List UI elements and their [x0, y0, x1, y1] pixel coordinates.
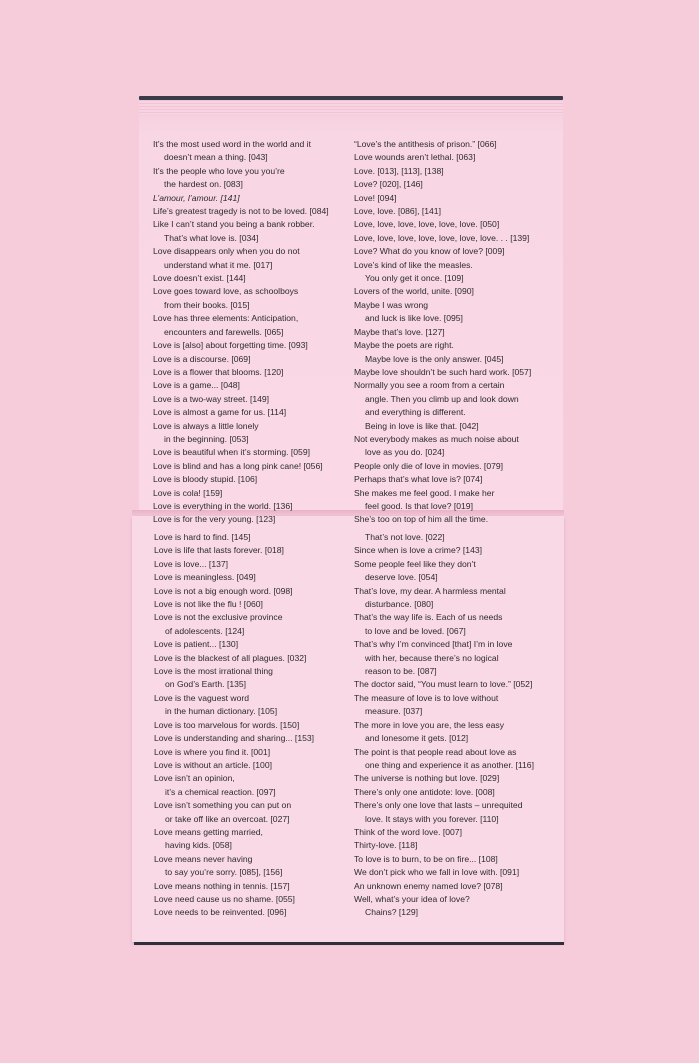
text-line: Love is not the exclusive province	[154, 612, 283, 623]
text-line: deserve love. [054]	[365, 572, 438, 583]
text-line: disturbance. [080]	[365, 599, 434, 610]
text-line: Love is not a big enough word. [098]	[154, 585, 293, 596]
text-line: Love is a game... [048]	[153, 380, 240, 391]
text-line: understand what it me. [017]	[164, 259, 273, 270]
text-line: Love’s kind of like the measles.	[354, 259, 473, 270]
text-line: doesn’t mean a thing. [043]	[164, 152, 268, 163]
text-line: Love needs to be reinvented. [096]	[154, 907, 287, 918]
text-line: Love is for the very young. [123]	[153, 514, 276, 525]
text-line: love as you do. [024]	[365, 447, 445, 458]
text-line: Like I can’t stand you being a bank robber.	[153, 219, 315, 230]
text-line: Love has three elements: Anticipation,	[153, 313, 299, 324]
text-line: Love is bloody stupid. [106]	[153, 474, 258, 485]
text-line: Love is without an article. [100]	[154, 759, 272, 770]
text-line: on God’s Earth. [135]	[165, 679, 247, 690]
text-line: Maybe love is the only answer. [045]	[365, 353, 504, 364]
text-line: Love is beautiful when it’s storming. [059]	[153, 447, 311, 458]
text-line: She’s too on top of him all the time.	[354, 514, 489, 525]
text-line: “Love’s the antithesis of prison.” [066]	[354, 139, 497, 149]
text-line: Love, love, love, love, love, love. [050]	[354, 219, 500, 230]
text-line: Chains? [129]	[365, 907, 419, 918]
text-line: Love wounds aren’t lethal. [063]	[354, 152, 476, 163]
text-line: Love is the vaguest word	[154, 692, 250, 703]
top-page-left-column	[153, 138, 329, 527]
text-line: Love disappears only when you do not	[153, 246, 300, 257]
text-line: Love is patient... [130]	[154, 639, 239, 650]
text-line: one thing and experience it as another. [116]	[365, 759, 534, 770]
text-line: That’s why I’m convinced [that] I’m in love	[354, 639, 513, 650]
text-line: feel good. Is that love? [019]	[365, 500, 473, 511]
text-line: Love is where you find it. [001]	[154, 746, 271, 757]
text-line: of adolescents. [124]	[165, 625, 245, 636]
text-line: angle. Then you climb up and look down	[365, 393, 519, 404]
text-line: Love isn’t something you can put on	[154, 800, 292, 811]
text-line: Life’s greatest tragedy is not to be loved. [084]	[153, 206, 329, 217]
text-line: love. It stays with you forever. [110]	[365, 813, 499, 824]
text-line: That’s not love. [022]	[365, 532, 445, 542]
text-line: Love is too marvelous for words. [150]	[154, 719, 300, 730]
text-line: Lovers of the world, unite. [090]	[354, 286, 474, 297]
text-line: An unknown enemy named love? [078]	[354, 880, 503, 891]
text-line: There’s only one love that lasts – unrequited	[354, 800, 523, 811]
text-line: There’s only one antidote: love. [008]	[354, 786, 495, 797]
text-line: Maybe that’s love. [127]	[354, 326, 445, 337]
text-line: Love is a two-way street. [149]	[153, 393, 270, 404]
text-line: in the human dictionary. [105]	[165, 706, 278, 717]
text-line: and luck is like love. [095]	[365, 313, 463, 324]
text-line: from their books. [015]	[164, 299, 250, 310]
text-line: Love is meaningless. [049]	[154, 572, 256, 583]
text-line: It’s the people who love you you’re	[153, 165, 285, 176]
text-line: the hardest on. [083]	[164, 179, 243, 190]
text-line: Being in love is like that. [042]	[365, 420, 479, 431]
text-line: You only get it once. [109]	[365, 273, 464, 284]
open-book	[132, 96, 564, 948]
text-line: Love is life that lasts forever. [018]	[154, 545, 284, 556]
text-line: reason to be. [087]	[365, 666, 437, 677]
text-line: Love is almost a game for us. [114]	[153, 407, 287, 418]
text-line: with her, because there’s no logical	[365, 652, 499, 663]
text-line: Thirty-love. [118]	[354, 840, 418, 851]
text-line: Love means never having	[154, 853, 253, 864]
text-line: We don’t pick who we fall in love with. [091]	[354, 867, 520, 878]
text-line: Love goes toward love, as schoolboys	[153, 286, 299, 297]
text-line: it’s a chemical reaction. [097]	[165, 786, 276, 797]
text-line: Love? What do you know of love? [009]	[354, 246, 505, 257]
text-line: to love and be loved. [067]	[365, 625, 466, 636]
text-line: Normally you see a room from a certain	[354, 380, 505, 391]
text-line: Perhaps that’s what love is? [074]	[354, 474, 483, 485]
text-line: Love is not like the flu ! [060]	[154, 599, 263, 610]
top-page-right-column	[354, 138, 531, 527]
text-line: That’s the way life is. Each of us needs	[354, 612, 503, 623]
page-stack-edge	[139, 100, 563, 114]
text-line: in the beginning. [053]	[164, 433, 249, 444]
text-line: or take off like an overcoat. [027]	[165, 813, 290, 824]
bottom-page-left-column	[154, 531, 314, 920]
text-line: Love is a flower that blooms. [120]	[153, 366, 284, 377]
text-line: That’s love, my dear. A harmless mental	[354, 585, 506, 596]
text-line: The doctor said, “You must learn to love.” [052]	[354, 679, 533, 690]
text-line: Love means nothing in tennis. [157]	[154, 880, 290, 891]
text-line: It’s the most used word in the world and it	[153, 139, 311, 149]
text-line: Love is everything in the world. [136]	[153, 500, 293, 511]
text-line: L’amour, l’amour. [141]	[153, 192, 240, 203]
text-line: Love means getting married,	[154, 826, 263, 837]
text-line: measure. [037]	[365, 706, 423, 717]
text-line: to say you’re sorry. [085], [156]	[165, 867, 283, 878]
text-line: Think of the word love. [007]	[354, 826, 462, 837]
text-line: Well, what’s your idea of love?	[354, 893, 470, 904]
text-line: Maybe the poets are right.	[354, 340, 454, 351]
text-line: and lonesome it gets. [012]	[365, 733, 469, 744]
text-line: Some people feel like they don’t	[354, 558, 476, 569]
text-line: Love is [also] about forgetting time. [093]	[153, 340, 308, 351]
text-line: Love, love. [086], [141]	[354, 206, 441, 217]
text-line: Love is cola! [159]	[153, 487, 223, 498]
text-line: encounters and farewells. [065]	[164, 326, 284, 337]
text-line: Love isn’t an opinion,	[154, 773, 235, 784]
text-line: Love is always a little lonely	[153, 420, 259, 431]
text-line: The point is that people read about love as	[354, 746, 517, 757]
text-line: That’s what love is. [034]	[164, 232, 259, 243]
text-line: Love need cause us no shame. [055]	[154, 893, 295, 904]
text-line: People only die of love in movies. [079]	[354, 460, 504, 471]
text-line: Love doesn’t exist. [144]	[153, 273, 246, 284]
text-line: and everything is different.	[365, 407, 466, 418]
text-line: Love. [013], [113], [138]	[354, 165, 444, 176]
text-line: having kids. [058]	[165, 840, 232, 851]
text-line: Love is hard to find. [145]	[154, 532, 251, 542]
bottom-page-right-column	[354, 531, 534, 920]
text-line: Love is the blackest of all plagues. [032]	[154, 652, 307, 663]
text-line: Maybe I was wrong	[354, 299, 429, 310]
text-line: The universe is nothing but love. [029]	[354, 773, 500, 784]
text-line: The measure of love is to love without	[354, 692, 499, 703]
text-line: Love is the most irrational thing	[154, 666, 273, 677]
text-line: Not everybody makes as much noise about	[354, 433, 519, 444]
text-line: Love is a discourse. [069]	[153, 353, 251, 364]
book-cover-edge-bottom	[134, 942, 564, 945]
text-line: Love! [094]	[354, 192, 397, 203]
text-line: To love is to burn, to be on fire... [108]	[354, 853, 498, 864]
text-line: Since when is love a crime? [143]	[354, 545, 483, 556]
text-line: Love, love, love, love, love, love, love. . . [139]	[354, 232, 530, 243]
text-line: Love is love... [137]	[154, 558, 229, 569]
text-line: Love is blind and has a long pink cane! [056]	[153, 460, 323, 471]
text-line: The more in love you are, the less easy	[354, 719, 504, 730]
text-line: She makes me feel good. I make her	[354, 487, 495, 498]
text-line: Love is understanding and sharing... [153]	[154, 733, 315, 744]
text-line: Love? [020], [146]	[354, 179, 423, 190]
text-line: Maybe love shouldn’t be such hard work. [057]	[354, 366, 532, 377]
